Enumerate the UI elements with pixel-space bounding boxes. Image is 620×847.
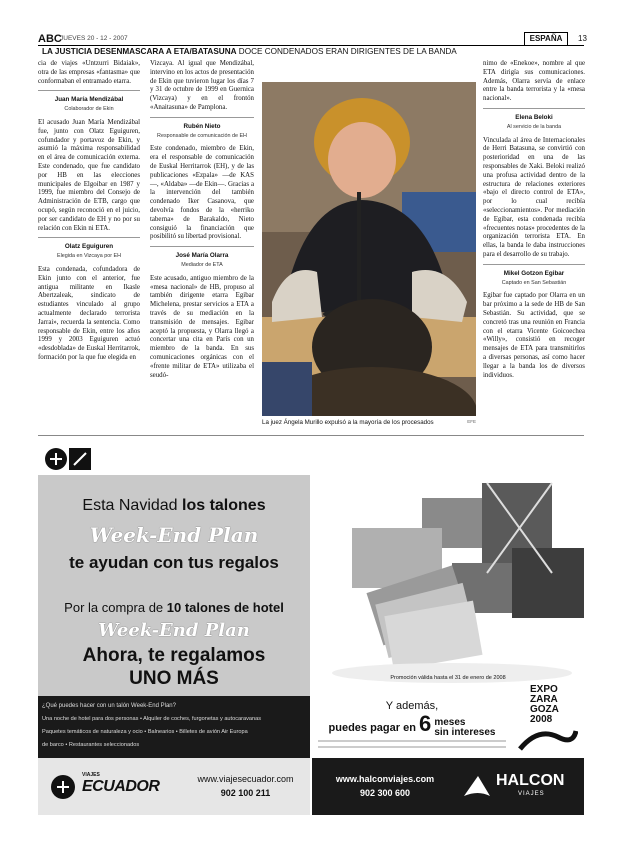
article-bottom-rule: [38, 435, 584, 436]
column-paragraph: Este condenado, miembro de Ekin, era el responsable de comunicación de Euskal Herritarrok (EH), y de las publicaciones «Ezpala» —de KAS—, «Aldaba» —de Ekin—. Gracias a la intervención del también condenado Iker Casanova, que devolvía fondos de la «herriko taberna» de Barakaldo, Nieto consiguió la financiación que posibilitó su libertad provisional.: [150, 145, 254, 241]
installments-number: 6: [419, 711, 432, 736]
halcon-sub: VIAJES: [518, 791, 545, 797]
article-column-4: [483, 60, 585, 384]
promo-line-2: te ayudan con tus regalos: [69, 553, 279, 572]
headline-rest: DOCE CONDENADOS ERAN DIRIGENTES DE LA BANDA: [236, 47, 457, 56]
expo-line-4: 2008: [530, 714, 553, 725]
column-paragraph: Egibar fue captado por Olarra en un bar próximo a la sede de HB de San Sebastián. Su actividad, que se concretó tras una reunión en Francia con el etarra Vicente Goicoechea «Willy», consistió en recoger mensajes de ETA para transmitirlos a diversas personas, así como hacer llegar a la banda los de diversos individuos.: [483, 292, 585, 379]
benefits-line-3: de barco • Restaurantes seleccionados: [42, 742, 140, 748]
expo-line-1: EXPO: [530, 684, 558, 695]
column-paragraph: El acusado Juan María Mendizábal fue, junto con Olatz Eguiguren, cofundador y portavoz de Ekin, y asumió la máxima responsabilidad en el área de comunicación externa. Este condenado, que fue candidato por HB en las elecciones municipales de Elgoibar en 1987 y 1999, fue miembro del Consejo de Administración de ETB, cargo que ocupó, según reconoció en el juicio, por ser candidato de EH y no por su relación con Ekin ni ETA.: [38, 118, 140, 232]
column-paragraph: Vizcaya. Al igual que Mendizábal, intervino en los actos de presentación de Ekin que tuvieron lugar los días 7 y 31 de octubre de 1999 en Guernica (Vizcaya) y en el frontón «Anaitasuna» de Pamplona.: [150, 60, 254, 111]
fine-print-line: [318, 740, 506, 742]
ecuador-phone: 902 100 211: [220, 788, 271, 798]
person-role: Mediador de ETA: [181, 261, 223, 268]
halcon-footer: [312, 758, 584, 815]
person-name: Elena Beloki: [515, 113, 553, 121]
halcon-phone: 902 300 600: [359, 788, 411, 798]
column-paragraph: Este acusado, antiguo miembro de la «mesa nacional» de HB, propuso al también dirigente etarra Egibar Michelena, prestar servicios a ETA a través de su mediación en la transmisión de mensajes. Egibar aceptó la propuesta, y Olarra llegó a concertar una cita en París con un miembro de la banda. En sus comunicaciones orgánicas con el «frente militar de ETA» utilizaba el seudó-: [150, 274, 254, 379]
promo-line-4: Ahora, te regalamos: [82, 645, 266, 666]
installments-no-interest: sin intereses: [434, 727, 496, 739]
promo-line-1: [38, 497, 310, 515]
article-column-1: [38, 60, 140, 367]
expo-mark-icon: [518, 727, 578, 753]
ecuador-footer: [38, 758, 310, 815]
benefits-line-2: Paquetes temáticos de naturaleza y ocio • Balnearios • Billetes de avión Air Europa: [42, 729, 248, 735]
promo-line-3: [38, 600, 310, 615]
halcon-brand: HALCON: [496, 772, 565, 789]
column-paragraph: Vinculada al área de Internacionales de Herri Batasuna, se convirtió con posterioridad en una de las responsables de Xaki. Beloki realizó una profusa actividad dentro de la estructura de relaciones exteriores «bajo el directo control de ETA», por lo cual recibía «seleccionamientos». Por mediación de Egibar, esta condenada recibía «frecuentes notas» procedentes de la organización terrorista ETA. En ellas, la banda le daba instrucciones para el desarrollo de su trabajo.: [483, 136, 585, 258]
promo-line-3b: 10 talones de hotel: [166, 600, 284, 615]
installments-box: [312, 696, 512, 758]
divider: [150, 246, 254, 247]
person-role: Colaborador de Ekin: [64, 106, 114, 113]
promo-line-1b: los talones: [182, 497, 266, 514]
installments-months: meses: [434, 717, 466, 729]
expo-line-3: GOZA: [530, 704, 559, 715]
installments-pre: Y además,: [385, 700, 439, 712]
divider: [150, 117, 254, 118]
article-column-2: [150, 60, 254, 384]
publication-name: ABC: [38, 33, 62, 45]
promo-line-5: UNO MÁS: [129, 668, 219, 689]
person-name: Mikel Gotzon Egibar: [503, 269, 565, 277]
promo-benefits-bar: [38, 696, 310, 758]
halcon-bird-icon: [462, 772, 492, 800]
halcon-website[interactable]: www.halconviajes.com: [335, 774, 435, 784]
divider: [483, 108, 585, 109]
promo-valid-note: Promoción válida hasta el 31 de enero de 2008: [390, 675, 506, 681]
column-paragraph: cia de viajes «Untzurri Bidaiak», otra de las empresas «fantasma» que conformaban el entramado etarra.: [38, 60, 140, 85]
installments-text: puedes pagar en: [328, 722, 416, 734]
fine-print-line: [318, 746, 506, 748]
person-name: Juan María Mendizábal: [54, 96, 124, 104]
gifts-illustration: [312, 443, 584, 683]
divider: [483, 264, 585, 265]
benefits-line-1: Una noche de hotel para dos personas • Alquiler de coches, furgonetas y autocaravanas: [42, 716, 262, 722]
ecuador-footer-icon: [50, 774, 76, 800]
person-role: Al servicio de la banda: [506, 123, 562, 130]
section-headline: [42, 47, 457, 56]
section-label: ESPAÑA: [524, 32, 568, 46]
promo-text-panel: [38, 475, 310, 696]
column-paragraph: nimo de «Enekoe», nombre al que ETA dirigía sus comunicaciones. Además, Olarra servía de enlace entre la banda terrorista y la «mesa nacional».: [483, 60, 585, 103]
divider: [38, 237, 140, 238]
divider: [38, 90, 140, 91]
gift-vouchers-photo: [312, 443, 584, 683]
page-number: 13: [578, 34, 587, 43]
issue-date: JUEVES 20 - 12 - 2007: [60, 35, 128, 42]
weekend-plan-brand-2: Week-End Plan: [98, 620, 250, 641]
caption-text: La juez Ángela Murillo expulsó a la mayoría de los procesados: [262, 419, 434, 426]
header-rule: [38, 45, 584, 46]
person-role: Captado en San Sebastián: [501, 279, 567, 286]
photo-illustration: [262, 82, 476, 416]
judge-photo: [262, 82, 476, 416]
expo-line-2: ZARA: [530, 694, 558, 705]
person-role: Elegida en Vizcaya por EH: [56, 253, 122, 260]
ecuador-website[interactable]: www.viajesecuador.com: [197, 774, 294, 784]
promo-line-3a: Por la compra de: [64, 600, 167, 615]
person-name: Olatz Eguiguren: [64, 243, 114, 251]
benefits-question: ¿Qué puedes hacer con un talón Week-End Plan?: [42, 703, 176, 709]
photo-caption: [262, 419, 476, 426]
person-role: Responsable de comunicación de EH: [157, 132, 247, 139]
ecuador-logo-top: [38, 443, 98, 475]
promo-line-1a: Esta Navidad: [82, 497, 183, 514]
person-name: Rubén Nieto: [183, 122, 221, 130]
expo-zaragoza-logo: [512, 683, 584, 758]
ecuador-brand: ECUADOR: [82, 778, 160, 795]
weekend-plan-brand: Week-End Plan: [89, 523, 259, 547]
installments-line-2: [312, 711, 512, 738]
ecuador-prefix: VIAJES: [82, 772, 100, 778]
column-paragraph: Esta condenada, cofundadora de Ekin junto con el anterior, fue antigua militante en Ikasle Abertzaleak, sindicato de estudiantes vinculado al grupo actualmente declarado terrorista Jarrai», recuerda la sentencia. Como responsable de Ekin, entre los años 1999 y 2003 Eguiguren actuó «desdoblada» de Euskal Herritarrok, formación por la que fue elegida en: [38, 265, 140, 361]
headline-bold: LA JUSTICIA DESENMASCARA A ETA/BATASUNA: [42, 47, 237, 56]
person-name: José María Olarra: [175, 252, 229, 260]
photo-credit: EFE: [467, 419, 476, 424]
ecuador-logo-icon: [38, 443, 98, 475]
